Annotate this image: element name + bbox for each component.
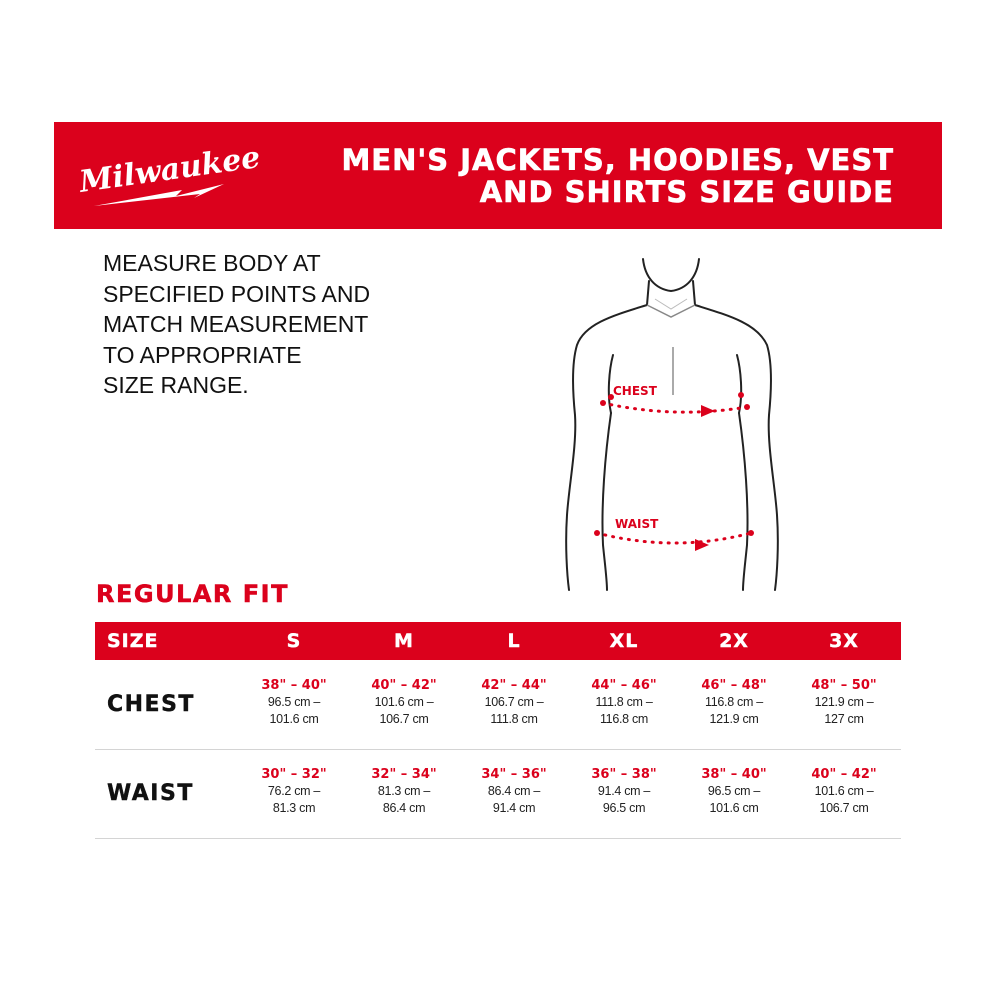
cm-range-start: 121.9 cm – [814,695,874,709]
header-3x: 3X [829,630,859,652]
table-cell [459,766,569,817]
cm-range-end: 81.3 cm [272,801,316,815]
inch-range: 40" – 42" [811,767,877,782]
inch-range: 40" – 42" [371,678,437,693]
inch-range: 46" – 48" [701,678,767,693]
cm-range-start: 86.4 cm – [487,784,541,798]
inch-range: 44" – 46" [591,678,657,693]
cm-range-end: 91.4 cm [492,801,536,815]
section-title: REGULAR FIT [96,580,289,608]
cm-range-end: 127 cm [824,712,864,726]
chest-label: CHEST [613,384,657,398]
header-banner [54,122,942,229]
inch-range: 38" – 40" [261,678,327,693]
page-title-line2: AND SHIRTS SIZE GUIDE [479,175,894,209]
cm-range-start: 91.4 cm – [597,784,651,798]
cm-range-end: 86.4 cm [382,801,426,815]
table-cell [679,766,789,817]
cm-range-start: 96.5 cm – [707,784,761,798]
milwaukee-logo [72,139,263,210]
inch-range: 34" – 36" [481,767,547,782]
table-row-waist [95,750,901,839]
chest-arrow-icon [701,405,715,417]
cm-range-start: 96.5 cm – [267,695,321,709]
instruction-line: SIZE RANGE. [103,372,249,398]
body-measurement-diagram [555,245,795,590]
header-s: S [286,630,302,652]
table-cell [569,677,679,728]
cm-range-end: 116.8 cm [599,712,649,726]
inch-range: 42" – 44" [481,678,547,693]
cm-range-start: 101.6 cm – [814,784,874,798]
header-m: M [394,630,414,652]
table-row-chest [95,661,901,750]
instruction-line: SPECIFIED POINTS AND [103,280,371,307]
cm-range-end: 96.5 cm [602,801,646,815]
cm-range-end: 121.9 cm [709,712,759,726]
measurement-instructions [103,248,370,401]
cm-range-end: 101.6 cm [709,801,759,815]
table-cell [239,766,349,817]
instruction-line: TO APPROPRIATE [103,341,302,368]
table-cell [789,677,899,728]
table-cell [789,766,899,817]
table-cell [239,677,349,728]
header-size: SIZE [107,630,159,652]
instruction-line: MEASURE BODY AT [103,250,321,276]
cm-range-start: 76.2 cm – [267,784,321,798]
svg-text:Milwaukee: Milwaukee [77,139,263,200]
table-cell [459,677,569,728]
cm-range-start: 81.3 cm – [377,784,431,798]
cm-range-end: 106.7 cm [819,801,869,815]
inch-range: 32" – 34" [371,767,437,782]
table-cell [679,677,789,728]
table-cell [569,766,679,817]
cm-range-start: 116.8 cm – [705,695,763,709]
inch-range: 36" – 38" [591,767,657,782]
cm-range-end: 111.8 cm [490,712,538,726]
table-cell [349,766,459,817]
inch-range: 30" – 32" [261,767,327,782]
inch-range: 48" – 50" [811,678,877,693]
header-l: L [507,630,521,652]
instruction-line: MATCH MEASUREMENT [103,311,369,337]
table-cell [349,677,459,728]
waist-measure-line [594,530,754,551]
waist-label: WAIST [615,517,659,531]
page-title [341,144,894,208]
header-2x: 2X [719,630,749,652]
cm-range-start: 101.6 cm – [374,695,434,709]
inch-range: 38" – 40" [701,767,767,782]
cm-range-start: 106.7 cm – [484,695,544,709]
size-table-header [95,622,901,660]
page-title-line1: MEN'S JACKETS, HOODIES, VEST [341,143,894,177]
cm-range-end: 106.7 cm [379,712,429,726]
row-label: CHEST [107,692,195,717]
cm-range-start: 111.8 cm – [595,695,653,709]
cm-range-end: 101.6 cm [269,712,319,726]
header-xl: XL [609,630,639,652]
row-label: WAIST [107,781,194,806]
